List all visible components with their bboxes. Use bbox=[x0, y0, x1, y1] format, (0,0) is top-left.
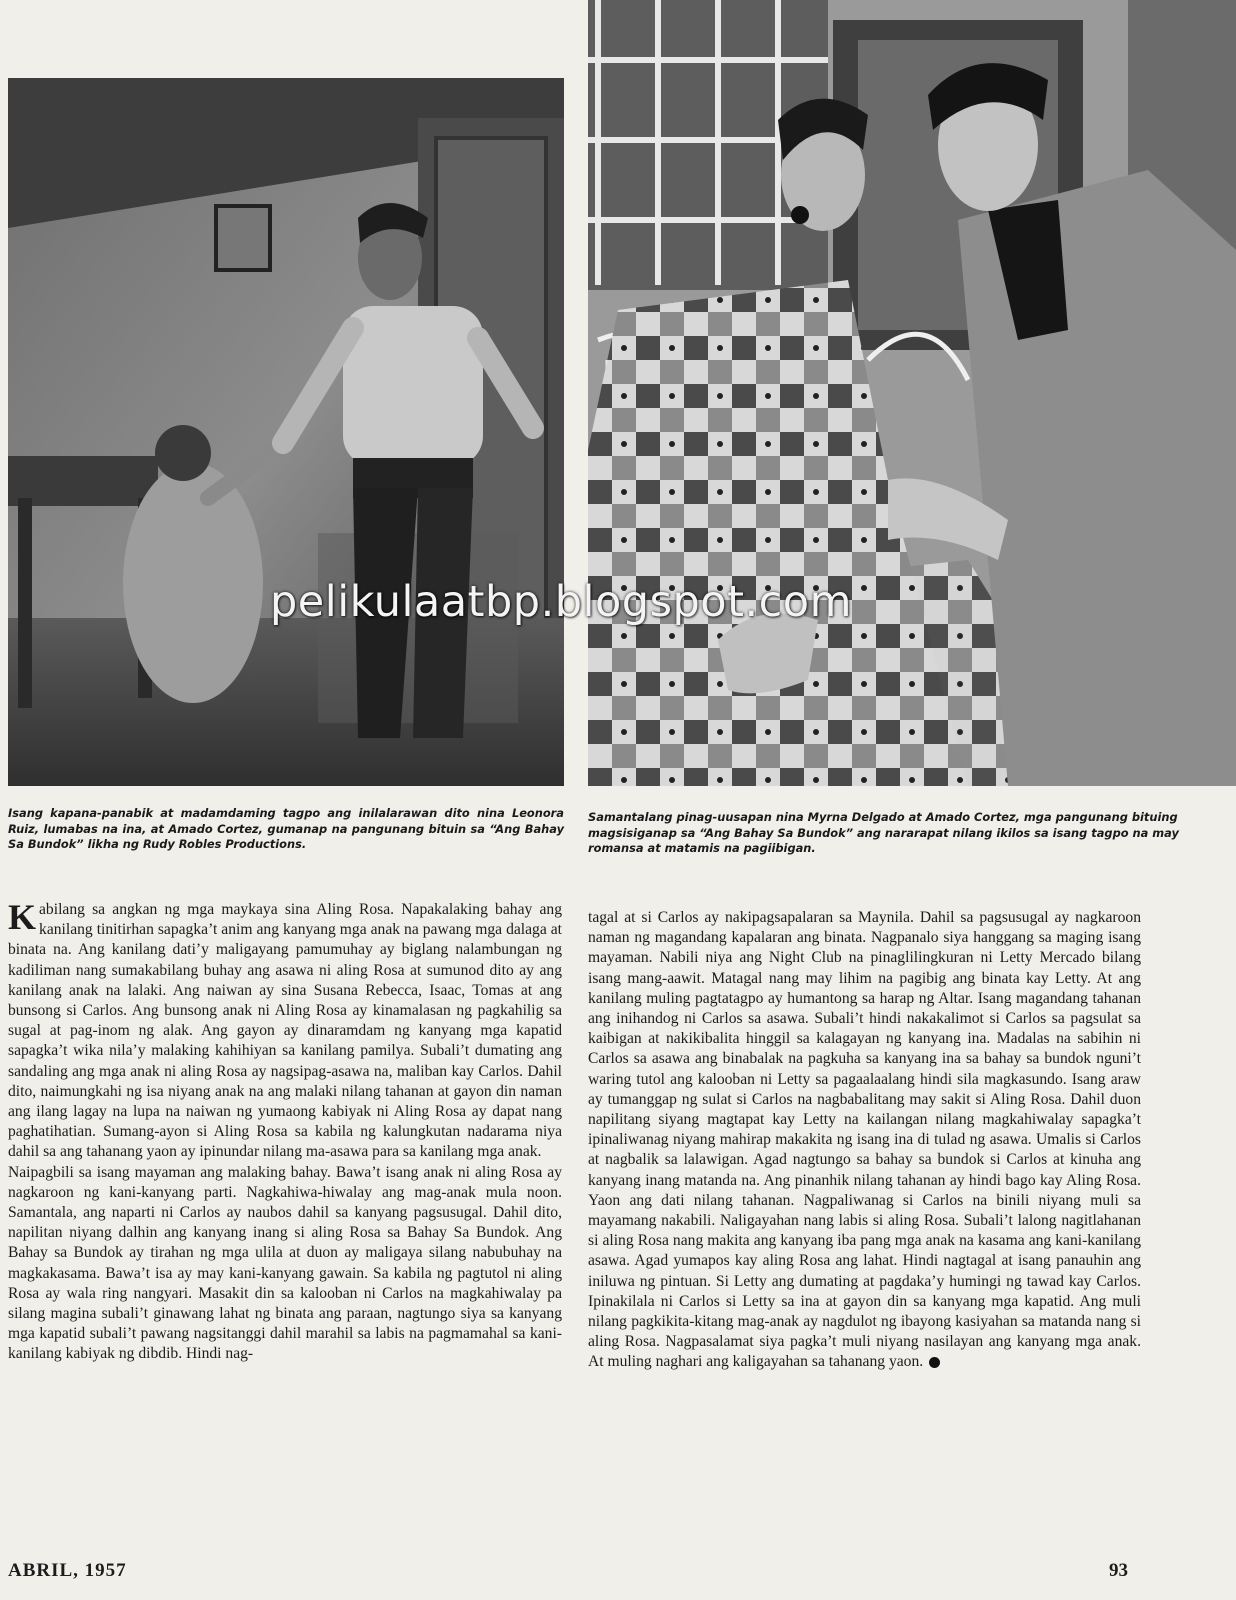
drop-cap: K bbox=[8, 897, 37, 937]
photo-caption-left: Isang kapana-panabik at madamdaming tagpo ang inilalarawan dito nina Leonora Ruiz, lumabas na ina, at Amado Cortez, gumanap na pangunang bituin sa “Ang Bahay Sa Bundok” likha ng Rudy Robles Productions. bbox=[8, 806, 564, 851]
end-of-article-icon bbox=[929, 1357, 940, 1368]
photo-left-illustration bbox=[8, 78, 564, 786]
article-paragraph bbox=[8, 897, 562, 1163]
photo-right-illustration bbox=[588, 0, 1236, 786]
page-number: 93 bbox=[1109, 1560, 1128, 1581]
article-paragraph: Naipagbili sa isang mayaman ang malaking bahay. Bawa’t isang anak ni aling Rosa ay nagkaroon ng kani-kanyang parti. Nagkahiwa-hiwalay ang mag-anak mula noon. Samantala, ang naparti ni Carlos ay naubos dahil sa kanyang pagsusugal. Dahil dito, napilitan niyang dalhin ang kanyang inang si aling Rosa sa Bahay Sa Bundok. Ang Bahay sa Bundok ay tirahan ng mga ulila at duon ay maligaya silang nabubuhay na magkakasama. Bawa’t isa ay may kani-kanyang gawain. Sa kabila ng pagtutol ni aling Rosa ay wala ring nangyari. Masakit din sa kalooban ni Carlos na magkahiwalay pa silang magina subali’t ginawang lahat ng binata ang paraan, nagtungo siya sa kanyang mga kapatid subali’t pawang nagsitanggi dahil marahil sa labis na pagmamahal sa kani-kanilang kabiyak ng dibdib. Hindi nag- bbox=[8, 1163, 562, 1363]
photo-mother-and-son-scene bbox=[8, 78, 564, 786]
article-paragraph bbox=[588, 908, 1141, 1373]
article-column-right bbox=[588, 908, 1141, 1373]
watermark: pelikulaatbp.blogspot.com bbox=[270, 577, 852, 627]
photo-caption-right: Samantalang pinag-uusapan nina Myrna Delgado at Amado Cortez, mga pangunang bituing magsisiganap sa “Ang Bahay Sa Bundok” ang nararapat nilang ikilos sa isang tagpo na may romansa at matamis na pagiibigan. bbox=[588, 810, 1179, 855]
issue-date: ABRIL, 1957 bbox=[8, 1560, 127, 1581]
paragraph-text: abilang sa angkan ng mga maykaya sina Aling Rosa. Napakalaking bahay ang kanilang tinitirhan sapagka’t anim ang kanyang mga anak na pawang mga dalaga at binata na. Ang kanilang dati’y maligayang pamumuhay ay biglang nalambungan ng kadiliman nang sumakabilang buhay ang asawa ni aling Rosa at sumunod dito ay ang kanilang anak na lalaki. Ang naiwan ay sina Susana Rebecca, Isaac, Tomas at ang bunsong si Carlos. Ang bunsong anak ni Aling Rosa ay kinamalasan ng pagkahilig sa sugal at pag-inom ng alak. Ang gayon ay dinaramdam ng kanyang mga kapatid sapagka’t wika nila’y malaking kahihiyan sa kanilang pamilya. Subali’t dumating ang sandaling ang mga anak ni aling Rosa ay nagsipag-asawa na, maliban kay Carlos. Dahil dito, naimungkahi ng isa niyang anak na ang malaki nilang tahanan at gayon din naman ang ilang lagay na lupa na naiwan ng yumaong kabiyak ni Aling Rosa ay dapat nang paghatihatian. Sumang-ayon si Aling Rosa sa kabila ng kalungkutan nadarama niya dahil sa ang tahanang yaon ay ipinundar nilang ma-asawa para sa kanilang mga anak. bbox=[8, 901, 562, 1161]
paragraph-text: tagal at si Carlos ay nakipagsapalaran sa Maynila. Dahil sa pagsusugal ay nagkaroon naman ng magandang kapalaran ang binata. Nagpanalo siya hanggang sa maging isang mayaman. Nabili niya ang Night Club na pinaglilingkuran ni Letty Mercado bilang isang mang-aawit. Matagal nang may lihim na pagibig ang binata kay Letty. At ang kanilang muling pagtatagpo ay humantong sa harap ng Altar. Isang magandang tahanan ang inihandog ni Carlos sa asawa. Subali’t hindi nakakalimot si Carlos sa pagsulat sa kaibigan at nakikibalita hinggil sa kalagayan ng kanyang ina. Madalas na sabihin ni Carlos sa asawa ang binabalak na pagkuha sa kanyang ina sa bahay sa bundok nguni’t waring tutol ang kalooban ni Letty sa pagaalaalang hindi sila magkasundo. Isang araw ay tumanggap ng sulat si Carlos na nagbabalitang may sakit si Aling Rosa. Dahil duon napilitang siyang magtapat kay Letty na kailangan nilang magkahiwalay sapagka’t ipinaliwanag niyang mahirap makakita ng isang ina di tulad ng asawa. Umalis si Carlos at nagbalik sa lalawigan. Agad nagtungo sa bahay sa bundok si Carlos at kinuha ang kanyang inang matanda na. Ang pinanhik nilang tahanan ay hindi bago kay Aling Rosa. Yaon ang dati nilang tahanan. Nagpaliwanag si Carlos na binili niyang muli sa mayamang nakabili. Naligayahan nang labis si aling Rosa. Subali’t lalong nagitlahanan si aling Rosa nang makita ang kanyang iba pang mga anak na kasama ang kani-kanilang asawa. Agad yumapos kay aling Rosa ang lahat. Hindi nagtagal at isang panauhin ang iniluwa ng pintuan. Si Letty ang dumating at pagdaka’y humingi ng tawad kay Carlos. Ipinakilala ni Carlos si Letty sa ina at gayon din sa kanyang mga kapatid. Ang muli nilang pagkikita-kitang mag-anak ay nagdulot ng ibayong kasiyahan sa matanda nang si aling Rosa. Nagpasalamat siya pagka’t muli niyang nasilayan ang kanyang mga anak. At muling naghari ang kaligayahan sa tahanang yaon. bbox=[588, 909, 1141, 1371]
photo-couple-romance-scene bbox=[588, 0, 1236, 786]
article-column-left bbox=[8, 897, 562, 1365]
